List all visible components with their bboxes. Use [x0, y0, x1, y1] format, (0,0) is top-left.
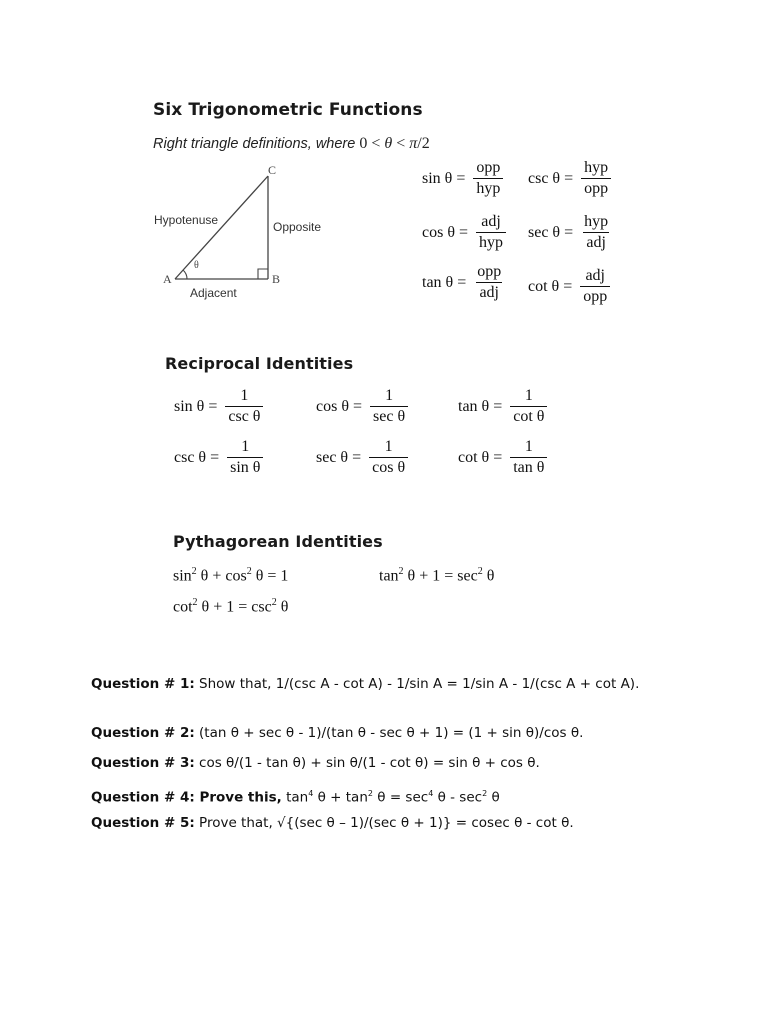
six-functions-heading: Six Trigonometric Functions — [153, 100, 423, 120]
question-5-text: Prove that, √{(sec θ – 1)/(sec θ + 1)} = cosec θ - cot θ. — [194, 815, 574, 831]
def-sec-num: hyp — [584, 213, 609, 230]
def-sec-den: adj — [583, 232, 609, 251]
def-tan-num: opp — [477, 263, 502, 280]
def-csc-lhs: csc θ = — [528, 169, 574, 187]
subtitle-ineq-end: /2 — [417, 135, 430, 152]
recip-tan — [458, 388, 547, 425]
pyth1-sq-2: 2 — [246, 566, 252, 577]
def-sin-fraction — [473, 160, 503, 197]
pyth1-part-c: θ = 1 — [251, 567, 289, 585]
recip-csc-den: sin θ — [227, 457, 263, 476]
question-2-label: Question # 2: — [91, 725, 195, 741]
recip-sin-den: csc θ — [225, 406, 263, 425]
adjacent-label: Adjacent — [190, 286, 237, 300]
recip-cot — [458, 439, 547, 476]
hypotenuse-label: Hypotenuse — [154, 213, 219, 227]
recip-sin-num: 1 — [240, 387, 249, 404]
recip-tan-lhs: tan θ = — [458, 397, 503, 415]
pyth-identity-sin-cos — [173, 566, 288, 585]
def-cot-fraction — [580, 268, 610, 305]
recip-cos-fraction — [370, 388, 408, 425]
recip-cot-fraction — [510, 439, 547, 476]
right-angle-marker — [258, 269, 268, 279]
subtitle-text: Right triangle definitions, where — [153, 136, 360, 152]
vertex-c-label: C — [268, 163, 277, 177]
recip-csc-fraction — [227, 439, 263, 476]
right-triangle-diagram — [150, 160, 360, 305]
subtitle-pi: π — [409, 135, 418, 152]
def-cot-den: opp — [580, 286, 610, 305]
question-2-text: (tan θ + sec θ - 1)/(tan θ - sec θ + 1) = (1 + sin θ)/cos θ. — [194, 725, 584, 741]
question-1-text: Show that, 1/(csc A - cot A) - 1/sin A = 1/sin A - 1/(csc A + cot A). — [194, 676, 640, 692]
reciprocal-heading: Reciprocal Identities — [165, 354, 354, 373]
def-sec — [528, 214, 611, 251]
subtitle-ineq-left: 0 < — [359, 135, 385, 152]
pyth2-sq-2: 2 — [477, 566, 483, 577]
question-3-text: cos θ/(1 - tan θ) + sin θ/(1 - cot θ) = sin θ + cos θ. — [194, 755, 540, 771]
recip-csc-num: 1 — [241, 438, 250, 455]
def-tan — [422, 264, 504, 301]
recip-tan-num: 1 — [524, 387, 533, 404]
question-4-bold: Prove this, — [194, 789, 282, 806]
question-3 — [91, 754, 711, 773]
angle-theta-label: θ — [194, 260, 199, 271]
question-4-part-e: θ — [487, 789, 500, 806]
pyth1-part-b: θ + cos — [196, 567, 247, 585]
question-4-part-a: tan — [281, 789, 309, 806]
right-triangle-subtitle — [153, 135, 430, 153]
recip-sec-lhs: sec θ = — [316, 448, 362, 466]
pythagorean-heading: Pythagorean Identities — [173, 532, 383, 551]
recip-tan-fraction — [510, 388, 547, 425]
question-1-label: Question # 1: — [91, 676, 195, 692]
question-1 — [91, 675, 691, 694]
recip-csc-lhs: csc θ = — [174, 448, 220, 466]
question-4-part-c: θ = sec — [372, 789, 429, 806]
recip-cot-den: tan θ — [510, 457, 547, 476]
question-4-pow-1: 4 — [308, 789, 314, 798]
angle-arc — [183, 270, 187, 279]
def-cos-lhs: cos θ = — [422, 223, 469, 241]
pyth3-part-a: cot — [173, 598, 193, 616]
recip-sec-fraction — [369, 439, 408, 476]
def-sin-den: hyp — [473, 178, 503, 197]
def-cot — [528, 268, 610, 305]
def-cos-fraction — [476, 214, 506, 251]
vertex-b-label: B — [272, 272, 281, 286]
recip-cos — [316, 388, 408, 425]
subtitle-ineq-right: < — [392, 135, 410, 152]
pyth3-sq-2: 2 — [271, 597, 277, 608]
recip-tan-den: cot θ — [510, 406, 547, 425]
pyth-identity-tan-sec — [379, 566, 494, 585]
question-4-pow-2: 2 — [367, 789, 373, 798]
opposite-label: Opposite — [273, 220, 322, 234]
pyth2-sq-1: 2 — [398, 566, 404, 577]
question-4-pow-3: 4 — [428, 789, 434, 798]
question-4-part-b: θ + tan — [313, 789, 368, 806]
question-2 — [91, 724, 711, 743]
pyth2-part-b: θ + 1 = sec — [403, 567, 478, 585]
recip-sec-num: 1 — [384, 438, 393, 455]
pyth1-part-a: sin — [173, 567, 192, 585]
question-4-pow-4: 2 — [482, 789, 488, 798]
def-cos — [422, 214, 506, 251]
recip-sec — [316, 439, 408, 476]
pyth2-part-a: tan — [379, 567, 399, 585]
recip-sin — [174, 388, 263, 425]
def-csc-fraction — [581, 160, 611, 197]
recip-sin-fraction — [225, 388, 263, 425]
def-sin-num: opp — [476, 159, 501, 176]
def-cos-den: hyp — [476, 232, 506, 251]
def-sin — [422, 160, 503, 197]
hypotenuse-line — [175, 176, 268, 279]
question-5-label: Question # 5: — [91, 815, 195, 831]
subtitle-theta: θ — [384, 135, 393, 152]
recip-sec-den: cos θ — [369, 457, 408, 476]
def-csc-den: opp — [581, 178, 611, 197]
pyth1-sq-1: 2 — [191, 566, 197, 577]
question-4 — [91, 784, 711, 808]
pyth3-part-c: θ — [276, 598, 289, 616]
def-tan-fraction — [474, 264, 504, 301]
def-sin-lhs: sin θ = — [422, 169, 466, 187]
def-cos-num: adj — [481, 213, 501, 230]
recip-cot-lhs: cot θ = — [458, 448, 503, 466]
recip-cos-lhs: cos θ = — [316, 397, 363, 415]
pyth3-sq-1: 2 — [192, 597, 198, 608]
pyth3-part-b: θ + 1 = csc — [197, 598, 272, 616]
vertex-a-label: A — [163, 272, 172, 286]
def-sec-lhs: sec θ = — [528, 223, 574, 241]
pyth-identity-cot-csc — [173, 597, 288, 616]
def-cot-lhs: cot θ = — [528, 277, 573, 295]
recip-cos-num: 1 — [385, 387, 394, 404]
def-csc — [528, 160, 611, 197]
question-4-part-d: θ - sec — [433, 789, 483, 806]
pyth2-part-c: θ — [482, 567, 495, 585]
def-tan-lhs: tan θ = — [422, 273, 467, 291]
recip-cos-den: sec θ — [370, 406, 408, 425]
question-3-label: Question # 3: — [91, 755, 195, 771]
recip-sin-lhs: sin θ = — [174, 397, 218, 415]
recip-csc — [174, 439, 263, 476]
question-4-label: Question # 4: — [91, 789, 195, 806]
def-tan-den: adj — [476, 282, 502, 301]
question-5 — [91, 814, 711, 833]
def-csc-num: hyp — [584, 159, 609, 176]
recip-cot-num: 1 — [524, 438, 533, 455]
def-sec-fraction — [581, 214, 611, 251]
def-cot-num: adj — [585, 267, 605, 284]
